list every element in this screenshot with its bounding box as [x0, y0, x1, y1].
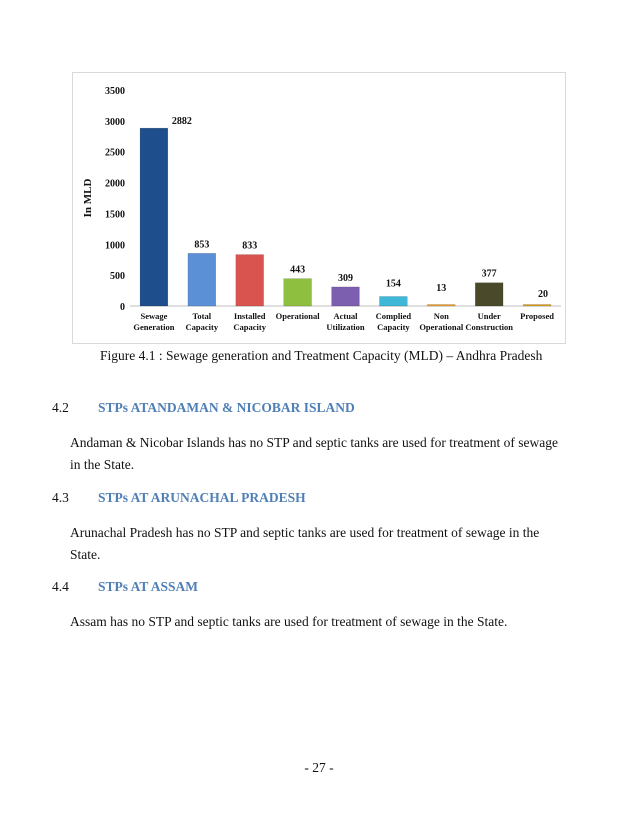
y-tick-label: 3500: [105, 86, 125, 97]
x-tick-label: Operational: [419, 322, 464, 332]
y-axis-label: In MLD: [82, 178, 94, 218]
data-label: 154: [385, 278, 401, 290]
section-title: STPs AT ARUNACHAL PRADESH: [98, 490, 306, 505]
data-label: 377: [481, 268, 497, 280]
section-text-4-3: Arunachal Pradesh has no STP and septic tanks are used for treatment of sewage in the State.: [70, 525, 540, 562]
x-tick-label: Proposed: [520, 311, 554, 321]
y-tick-label: 0: [120, 302, 125, 313]
data-label: 853: [194, 239, 210, 251]
x-tick-label: Capacity: [377, 322, 410, 332]
page-number: - 27 -: [304, 760, 334, 775]
x-tick-label: Total: [192, 311, 212, 321]
section-text-4-4: Assam has no STP and septic tanks are used for treatment of sewage in the State.: [70, 614, 508, 629]
section-title: STPs AT ASSAM: [98, 579, 199, 594]
section-number: 4.4: [52, 579, 69, 594]
section-number: 4.2: [52, 400, 69, 415]
bar: [332, 287, 360, 306]
x-tick-label: Complied: [375, 311, 412, 321]
y-tick-label: 1000: [105, 240, 125, 252]
bar: [380, 296, 408, 306]
x-tick-label: Generation: [133, 322, 175, 332]
section-heading-4-2: [52, 400, 355, 416]
x-tick-label: Under: [477, 311, 501, 321]
bar: [236, 255, 264, 306]
section-heading-4-3: [52, 490, 306, 506]
x-tick-label: Construction: [465, 322, 514, 332]
y-tick-label: 3000: [105, 116, 125, 128]
section-text-4-2: Andaman & Nicobar Islands has no STP and septic tanks are used for treatment of sewage in the State.: [70, 435, 558, 472]
data-label: 20: [538, 288, 549, 300]
x-tick-label: Sewage: [140, 311, 168, 321]
data-label: 13: [436, 283, 447, 295]
figure-caption: Figure 4.1 : Sewage generation and Treatment Capacity (MLD) – Andhra Pradesh: [100, 348, 543, 363]
y-tick-label: 500: [110, 271, 125, 283]
data-label: 833: [242, 240, 258, 252]
section-title: STPs ATANDAMAN & NICOBAR ISLAND: [98, 400, 355, 415]
section-number: 4.3: [52, 490, 69, 505]
chart-svg: [73, 73, 565, 343]
x-tick-label: Non: [433, 311, 449, 321]
y-tick-label: 1500: [105, 209, 125, 221]
x-tick-label: Actual: [333, 311, 358, 321]
bar: [188, 253, 216, 306]
bar-chart: [72, 72, 566, 344]
y-tick-label: 2500: [105, 147, 125, 159]
x-tick-label: Capacity: [233, 322, 267, 332]
data-label: 309: [338, 272, 353, 284]
x-tick-label: Capacity: [185, 322, 219, 332]
x-tick-label: Utilization: [326, 322, 365, 332]
section-heading-4-4: [52, 579, 198, 595]
x-tick-label: Operational: [275, 311, 320, 321]
data-label: 443: [290, 264, 306, 276]
bar: [523, 305, 551, 307]
y-tick-label: 2000: [105, 178, 125, 190]
bar: [284, 279, 312, 306]
bar: [140, 128, 168, 306]
x-tick-label: Installed: [233, 311, 266, 321]
data-label: 2882: [171, 116, 192, 128]
bar: [475, 283, 503, 306]
bar: [427, 305, 455, 307]
